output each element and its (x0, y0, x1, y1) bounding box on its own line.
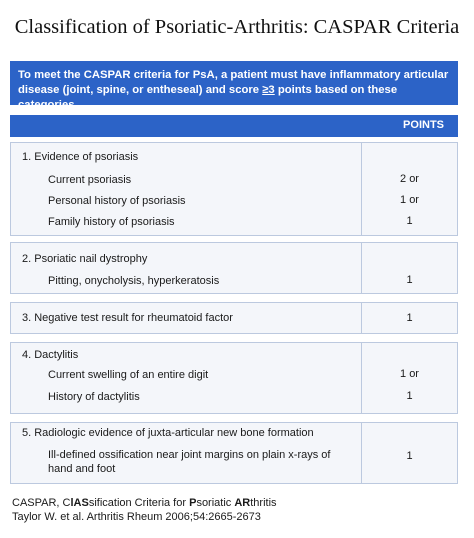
section-title: 4. Dactylitis (22, 349, 79, 361)
criterion-label: Current psoriasis (48, 174, 132, 186)
criterion-label: Family history of psoriasis (48, 216, 175, 228)
intro-line-2-start: disease (joint, spine, or entheseal) and score (18, 84, 263, 96)
page-title: Classification of Psoriatic-Arthritis: CASPAR Criteria (14, 16, 460, 38)
criterion-points: 1 (406, 390, 413, 402)
criterion-label-line-2: hand and foot (48, 463, 116, 475)
criterion-points: 1 or (400, 194, 419, 206)
footer-part-bold: AS (73, 497, 89, 509)
section-title: 3. Negative test result for rheumatoid factor (22, 312, 233, 324)
criteria-section-radiologic-evidence (10, 422, 458, 484)
criterion-label: History of dactylitis (48, 391, 140, 403)
footer-part-bold: l (70, 497, 74, 509)
footer-part: thritis (250, 497, 277, 509)
criteria-intro-banner (10, 61, 458, 111)
criterion-label: Pitting, onycholysis, hyperkeratosis (48, 275, 220, 287)
criterion-points: 2 or (400, 173, 419, 185)
criterion-label-line-1: Ill-defined ossification near joint margins on plain x-rays of (48, 449, 331, 461)
criteria-section-dactylitis (10, 342, 458, 414)
criterion-points: 1 (406, 450, 413, 462)
section-title: 1. Evidence of psoriasis (22, 151, 139, 163)
section-title: 5. Radiologic evidence of juxta-articular new bone formation (22, 427, 314, 439)
criteria-section-rheumatoid-factor (10, 302, 458, 334)
criterion-points: 1 (406, 274, 413, 286)
footer-citation: Taylor W. et al. Arthritis Rheum 2006;54:2665-2673 (12, 511, 261, 523)
intro-line-2 (18, 83, 454, 113)
footer-part: soriatic (196, 497, 235, 509)
criterion-points: 1 (406, 215, 413, 227)
criteria-section-nail-dystrophy (10, 242, 458, 294)
criteria-section-psoriasis (10, 142, 458, 236)
criterion-points: 1 or (400, 368, 419, 380)
criterion-points: 1 (406, 312, 413, 324)
section-title: 2. Psoriatic nail dystrophy (22, 253, 148, 265)
footer-acronym (12, 497, 277, 509)
footer-part-bold: AR (234, 497, 251, 509)
intro-line-1: To meet the CASPAR criteria for PsA, a patient must have inflammatory articular (18, 69, 449, 81)
footer-part: sification Criteria for (88, 497, 190, 509)
footer-part: CASPAR, C (12, 497, 71, 509)
footer-part-bold: P (189, 497, 197, 509)
points-column-header: POINTS (403, 119, 444, 131)
table-header (10, 115, 458, 137)
criterion-label: Current swelling of an entire digit (48, 369, 209, 381)
intro-line-2-end: points based on these categories. (18, 84, 398, 111)
intro-threshold: ≥3 (262, 84, 275, 96)
criterion-label: Personal history of psoriasis (48, 195, 186, 207)
